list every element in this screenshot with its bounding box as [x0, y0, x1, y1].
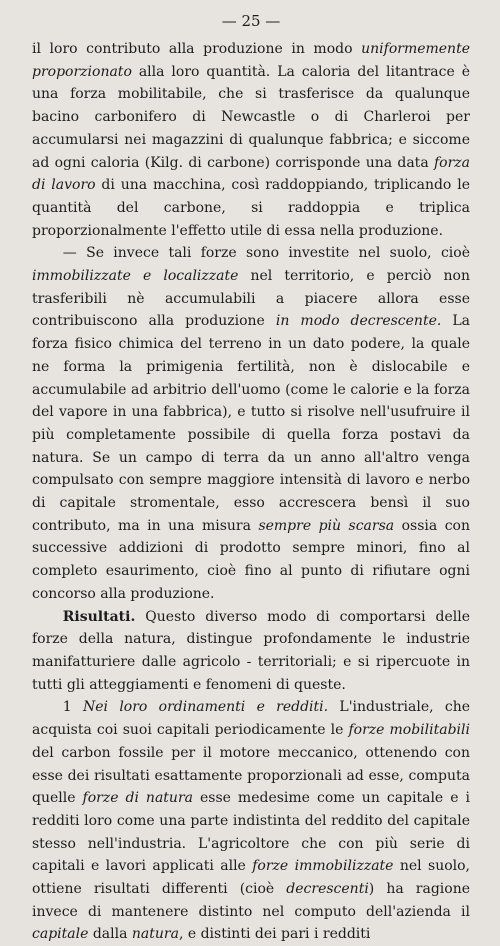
text-run: dalla: [88, 926, 132, 943]
text-run: La forza fisico chimica del terreno in un dato podere, la quale ne forma la primigenia fertilità, non è dislocabile e accumulabile ad arbitrio dell'uomo (come le calorie e la forza del vapore in una fabbrica), e tutto si risolve nell'usufruire il più completamente possibile di quella forza postavi da natura. Se un campo di terra da un anno all'altro venga compulsato con sempre maggiore intensità di lavoro e nerbo di capitale stromentale, esso accrescera bensì il suo contributo, ma in una misura: [32, 313, 470, 534]
italic-text: forze di natura: [82, 790, 193, 807]
text-run: il loro contributo alla produzione in modo: [32, 41, 362, 57]
text-run: ) ha ragione invece di mantenere distinto nel computo dell'azienda il: [32, 881, 471, 920]
text-run: alla loro quantità. La caloria del litantrace è una forza mobilitabile, che si trasferisce da qualunque bacino carbonifero di Newcastle o di Charleroi per accumularsi nei magazzini di qualunque fabbrica; e siccome ad ogni caloria (Kilg. di carbone) corrisponde una data: [32, 63, 470, 171]
italic-text: Nei loro ordinamenti e redditi.: [83, 699, 329, 716]
text-run: L'industriale, che acquista coi suoi capitali periodicamente le: [32, 699, 471, 739]
paragraph: [32, 38, 470, 242]
text-run: esse medesime come un capitale e i redditi loro come una parte indistinta del reddito del capitale stesso nell'industria. L'agricoltore che con più serie di capitali e lavori applicati alle: [32, 790, 470, 875]
italic-text: decrescenti: [286, 881, 369, 898]
italic-text: in modo decrescente.: [275, 313, 442, 330]
text-run: , e distinti dei pari i redditi: [178, 926, 371, 943]
text-run: nel suolo, ottiene risultati differenti (cioè: [32, 858, 470, 898]
italic-text: natura: [131, 926, 179, 943]
italic-text: forze immobilizzate: [252, 858, 394, 875]
text-run: di una macchina, così raddoppiando, triplicando le quantità del carbone, si raddoppia e triplica proporzionalmente l'effetto utile di essa nella produzione.: [32, 177, 470, 239]
text-run: ossia con successive addizioni di prodotto sempre minori, fino al completo esaurimento, cioè fino al punto di rifiutare ogni concorso alla produzione.: [32, 517, 471, 602]
paragraph: [32, 242, 470, 605]
italic-text: immobilizzate e localizzate: [32, 268, 239, 285]
paragraph: [32, 696, 470, 946]
bold-heading: Risultati.: [62, 608, 136, 625]
text-run: del carbon fossile per il motore meccanico, ottenendo con esse dei risultati esattamente proporzionali ad esse, computa quelle: [32, 744, 470, 807]
body-text: [32, 38, 470, 946]
italic-text: capitale: [32, 926, 89, 943]
text-run: 1: [62, 699, 84, 716]
paragraph: [32, 606, 470, 697]
text-run: Questo diverso modo di comportarsi delle forze della natura, distingue profondamente le industrie manifatturiere dalle agricolo - territoriali; e si ripercuote in tutti gli atteggiamenti e fenomeni di queste.: [32, 608, 470, 693]
page-number: — 25 —: [221, 12, 281, 30]
italic-text: uniformemente proporzionato: [32, 41, 470, 80]
text-run: — Se invece tali forze sono investite nel suolo, cioè: [62, 245, 470, 262]
italic-text: sempre più scarsa: [258, 517, 395, 534]
text-run: nel territorio, e perciò non trasferibili nè accumulabili a piacere allora esse contribuiscono alla produzione: [32, 268, 470, 330]
italic-text: forza di lavoro: [32, 154, 470, 194]
italic-text: forze mobilitabili: [348, 722, 470, 739]
